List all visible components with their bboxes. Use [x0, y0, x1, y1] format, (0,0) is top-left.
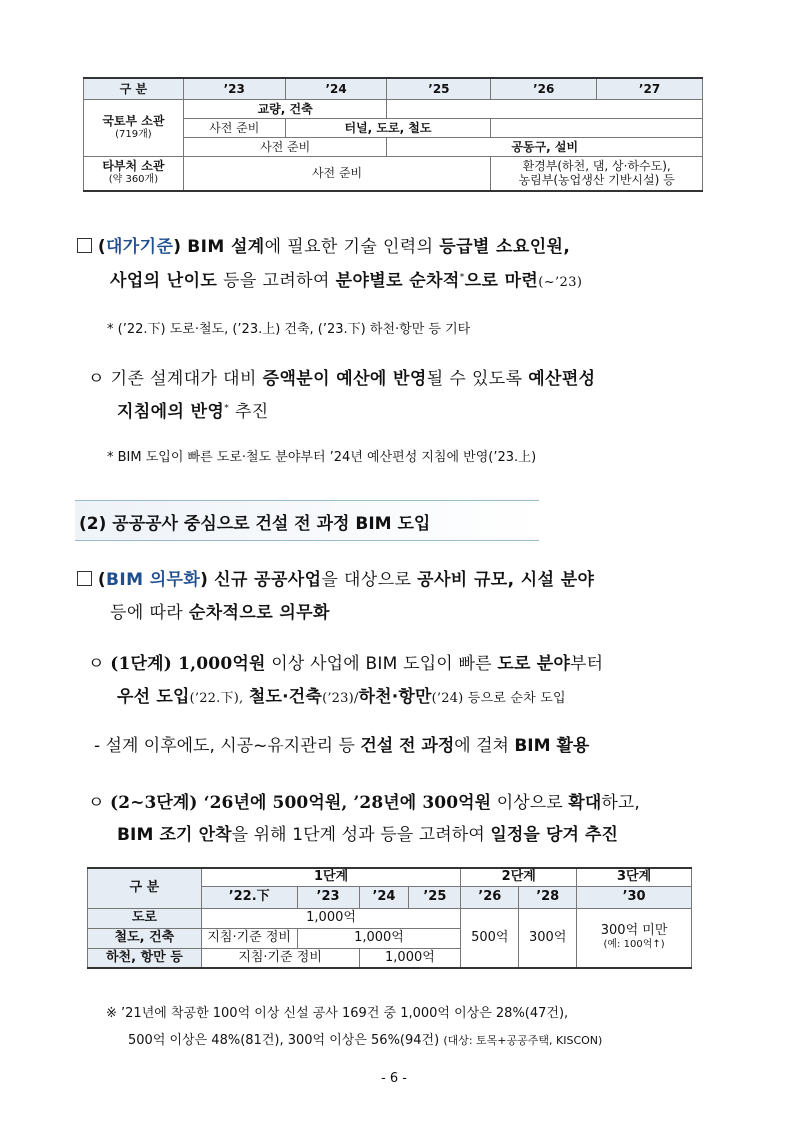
para6-stage23: (2~3단계) ‘26년에 500억원, ’28년에 300억원: [110, 793, 492, 813]
para2-guide-reflect: 지침에의 반영: [117, 402, 225, 422]
para1-sup: *: [459, 272, 465, 283]
para2-note: * BIM 도입이 빠른 도로·철도 분야부터 ’24년 예산편성 지침에 반영(’23.上): [107, 450, 537, 465]
para2-text1: 기존 설계대가 대비: [110, 369, 257, 389]
para5-all-process: 건설 전 과정: [360, 736, 455, 756]
para2-line2: [117, 397, 269, 422]
table2-year-24: ’24: [359, 886, 409, 908]
table1-header-2027: ’27: [597, 78, 703, 99]
para1-tag: 대가기준: [105, 237, 174, 257]
para4-road: 도로 분야: [497, 654, 571, 674]
table2-year-25: ’25: [409, 886, 461, 908]
table2-example: (예: 100억↑): [603, 938, 665, 950]
para6-early: BIM 조기 안착: [117, 825, 232, 845]
table2-year-28: ’28: [519, 886, 577, 908]
table2-stage3-cell: [577, 908, 692, 968]
stage-table: [87, 867, 692, 969]
para3-line2: [110, 598, 330, 623]
other-future-line1: 환경부(하천, 댐, 상·하수도),: [522, 159, 671, 174]
table2-road: 도로: [88, 908, 202, 928]
para4-rest: (’24) 등으로 순차 도입: [431, 691, 566, 706]
table2-river: 하천, 항만 등: [88, 948, 202, 968]
table2-stage1: 1단계: [201, 868, 461, 886]
para2-text2: 될 수 있도록: [426, 369, 523, 389]
table2-stage2: 2단계: [461, 868, 577, 886]
para4-river: 하천·항만: [358, 687, 432, 707]
para5-text1: 설계 이후에도, 시공~유지관리 등: [105, 736, 355, 756]
table2-stage3: 3단계: [577, 868, 692, 886]
para2-promote: 추진: [234, 402, 269, 422]
molit-cell: [84, 99, 184, 156]
para3-text1: 을 대상으로: [321, 570, 412, 590]
other-future-cell: [491, 156, 703, 191]
para4-date2: (’23)/: [322, 691, 359, 706]
para3-tag: BIM 의무화: [105, 570, 201, 590]
para6-advance: 일정을 당겨 추진: [490, 825, 619, 845]
circle-bullet-icon: ㅇ: [88, 654, 105, 674]
square-bullet-icon: [77, 571, 92, 586]
table1-header-2026: ’26: [491, 78, 597, 99]
para4-from: 부터: [570, 654, 604, 674]
para1-difficulty: 사업의 난이도: [110, 271, 218, 291]
table2-300-under: 300억 미만: [600, 922, 668, 938]
para1-period: (~’23): [538, 275, 583, 290]
para1-bim-design: BIM 설계: [187, 237, 265, 257]
table1-header-2024: ’24: [285, 78, 387, 99]
table2-year-22: ’22.下: [201, 886, 297, 908]
para4-date1: (’22.下),: [189, 691, 244, 706]
para4-first: 우선 도입: [117, 687, 190, 707]
para3-new-projects: 신규 공공사업: [214, 570, 322, 590]
para2-sup: *: [224, 403, 230, 414]
para2-budget: 증액분이 예산에 반영: [262, 369, 427, 389]
para6-line1: [88, 788, 640, 813]
para4-rail: 철도·건축: [248, 687, 323, 707]
table2-year-23: ’23: [297, 886, 359, 908]
table2-label: 구 분: [88, 868, 202, 908]
para1-prepare: 으로 마련: [464, 271, 539, 291]
footnote-line2: [128, 1029, 602, 1048]
para4-line2: [117, 682, 566, 707]
footnote-line2-text: 500억 이상은 48%(81건), 300억 이상은 56%(94건): [128, 1033, 440, 1048]
table2-rail: 철도, 건축: [88, 928, 202, 948]
para5-bim-use: BIM 활용: [514, 736, 590, 756]
footnote-line1: ※ ’21년에 착공한 100억 이상 신설 공사 169건 중 1,000억 이상은 28%(47건),: [106, 1006, 569, 1021]
table2-rail-guide: 지침·기준 정비: [201, 928, 297, 948]
circle-bullet-icon: ㅇ: [88, 793, 105, 813]
para4-stage1: (1단계) 1,000억원: [110, 654, 266, 674]
para2-budget-guide: 예산편성: [528, 369, 596, 389]
other-future-line2: 농림부(농업생산 기반시설) 등: [518, 173, 675, 188]
molit-count: (719개): [115, 128, 152, 140]
para1-text1: 에 필요한 기술 인력의: [264, 237, 434, 257]
rollout-table: [83, 77, 703, 192]
para3-line1: (BIM 의무화) 신규 공공사업을 대상으로 공사비 규모, 시설 분야: [77, 565, 594, 590]
footnote-source: (대상: 토목+공공주택, KISCON): [443, 1034, 603, 1047]
para3-scale: 공사비 규모, 시설 분야: [417, 570, 595, 590]
molit-label: 국토부 소관: [102, 113, 165, 128]
para1-line2: [110, 266, 582, 291]
table1-header-2025: ’25: [387, 78, 491, 99]
para5-line: [94, 731, 589, 756]
table2-road-val: 1,000억: [201, 908, 461, 928]
tunnel-road-rail-cell: 터널, 도로, 철도: [285, 118, 491, 137]
dash-bullet-icon: -: [94, 736, 101, 756]
table2-rail-val: 1,000억: [297, 928, 461, 948]
square-bullet-icon: [77, 238, 92, 253]
para6-expand: 확대: [568, 793, 602, 813]
para1-text2: 등을 고려하여: [223, 271, 330, 291]
table2-year-30: ’30: [577, 886, 692, 908]
para1-note: * (’22.下) 도로·철도, (’23.上) 건축, (’23.下) 하천·항만 등 기타: [107, 322, 471, 337]
para3-mandatory: 순차적으로 의무화: [188, 603, 330, 623]
para6-text1: 이상으로: [496, 793, 563, 813]
table2-river-guide: 지침·기준 정비: [201, 948, 359, 968]
para1-grade-staff: 등급별 소요인원,: [439, 237, 571, 257]
prep-cell-3: 사전 준비: [183, 156, 490, 191]
utility-tunnel-cell: 공동구, 설비: [387, 137, 703, 156]
para6-text2: 하고,: [601, 793, 640, 813]
prep-cell-1: 사전 준비: [183, 118, 285, 137]
para5-text2: 에 걸쳐: [454, 736, 509, 756]
section-title: (2) 공공공사 중심으로 건설 전 과정 BIM 도입: [79, 514, 431, 534]
other-ministry-label: 타부처 소관: [102, 159, 165, 174]
para4-line1: [88, 649, 603, 674]
prep-cell-2: 사전 준비: [183, 137, 387, 156]
bridge-building-cell: 교량, 건축: [183, 99, 387, 118]
other-ministry-cell: [84, 156, 184, 191]
table2-year-26: ’26: [461, 886, 519, 908]
para2-line1: [88, 364, 596, 389]
table1-header-2023: ’23: [183, 78, 285, 99]
para1-line1: (대가기준) BIM 설계에 필요한 기술 인력의 등급별 소요인원,: [77, 232, 570, 257]
para6-line2: [117, 820, 618, 845]
para3-text2: 등에 따라: [110, 603, 184, 623]
table2-river-val: 1,000억: [359, 948, 461, 968]
para4-text1: 이상 사업에 BIM 도입이 빠른: [271, 654, 492, 674]
circle-bullet-icon: ㅇ: [88, 369, 105, 389]
page-number: - 6 -: [381, 1071, 407, 1086]
para1-sequential: 분야별로 순차적: [335, 271, 460, 291]
para6-text3: 을 위해 1단계 성과 등을 고려하여: [231, 825, 485, 845]
table2-500: 500억: [461, 908, 519, 968]
table1-header-label: 구 분: [84, 78, 184, 99]
table2-300: 300억: [519, 908, 577, 968]
other-ministry-count: (약 360개): [108, 174, 159, 186]
